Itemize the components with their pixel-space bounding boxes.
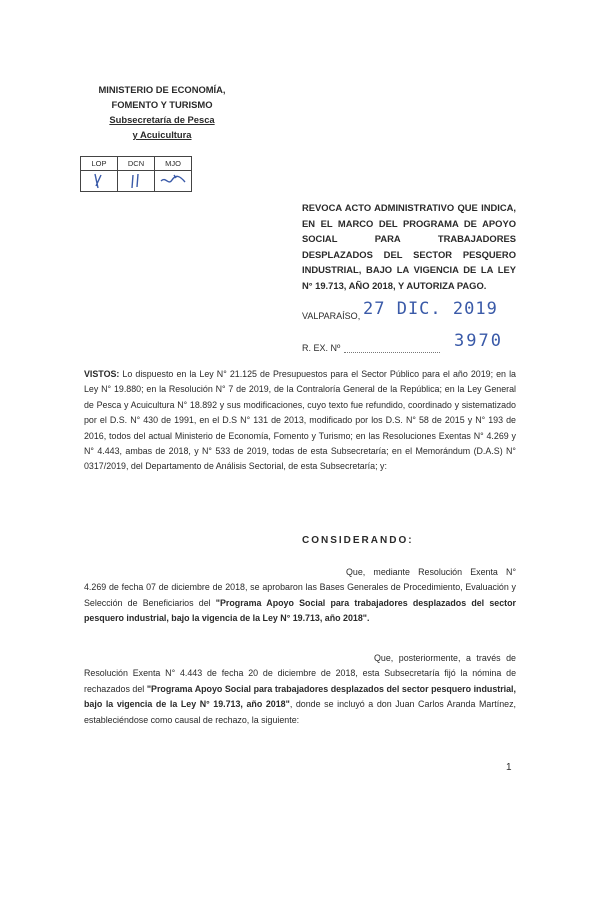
paragraph-1-program-name: "Programa Apoyo Social para trabajadores desplazados del sector pesquero industrial, bajo la vigencia de la Ley N° 19.713, año 2018". bbox=[84, 597, 516, 624]
vistos-label: VISTOS: bbox=[84, 369, 120, 379]
place-label: VALPARAÍSO, bbox=[302, 311, 361, 321]
ministry-header bbox=[92, 82, 232, 142]
signature-mark-3 bbox=[155, 171, 192, 192]
page-number: 1 bbox=[506, 762, 512, 773]
header-subsecretaria: Subsecretaría de Pesca bbox=[109, 114, 215, 125]
header-acuicultura: y Acuicultura bbox=[132, 129, 192, 140]
date-stamp: 27 DIC. 2019 bbox=[363, 299, 498, 319]
resolution-number-label: R. EX. Nº bbox=[302, 343, 341, 353]
header-ministry-sub: FOMENTO Y TURISMO bbox=[111, 99, 213, 110]
signature-mark-1 bbox=[81, 171, 118, 192]
paragraph-2-program-name: "Programa Apoyo Social para trabajadores desplazados del sector pesquero industrial, bajo la vigencia de la Ley N° 19.713, año 2018" bbox=[84, 683, 516, 710]
considerando-heading: CONSIDERANDO: bbox=[302, 535, 414, 546]
paragraph-2-text: Que, posteriormente, a través de Resolución Exenta N° 4.443 de fecha 20 de diciembre de 2018, esta Subsecretaría fijó la nómina de rechazados del bbox=[84, 653, 516, 694]
initials-table bbox=[80, 156, 192, 192]
paragraph-2-tail: , donde se incluyó a don Juan Carlos Aranda Martínez, estableciéndose como causal de rechazo, la siguiente: bbox=[84, 699, 516, 725]
paragraph-1-text: Que, mediante Resolución Exenta N° 4.269 de fecha 07 de diciembre de 2018, se aprobaron las Bases Generales de Procedimiento, Evaluación y Selección de Beneficiarios del bbox=[84, 567, 516, 608]
header-ministry: MINISTERIO DE ECONOMÍA, bbox=[98, 84, 226, 95]
resolution-title: REVOCA ACTO ADMINISTRATIVO QUE INDICA, EN EL MARCO DEL PROGRAMA DE APOYO SOCIAL PARA TRABAJADORES DESPLAZADOS DEL SECTOR PESQUERO INDUSTRIAL, BAJO LA VIGENCIA DE LA LEY N° 19.713, AÑO 2018, Y AUTORIZA PAGO. bbox=[302, 202, 516, 291]
vistos-text: Lo dispuesto en la Ley N° 21.125 de Presupuestos para el Sector Público para el año 2019; en la Ley N° 19.880; en la Resolución N° 7 de 2019, de la Contraloría General de la República; en la Ley General de Pesca y Acuicultura N° 18.892 y sus modificaciones, cuyo texto fue refundido, coordinado y sistematizado por el D.S. N° 430 de 1991, en el D.S N° 131 de 2013, modificado por los D.S. N° 58 de 2015 y N° 193 de 2016, todos del actual Ministerio de Economía, Fomento y Turismo; en las Resoluciones Exentas N° 4.269 y N° 4.443, ambas de 2018, y N° 533 de 2019, todas de esta Subsecretaría; en el Memorándum (D.A.S) N° 0317/2019, del Departamento de Análisis Sectorial, de esta Subsecretaría; y: bbox=[84, 369, 516, 472]
initials-lop: LOP bbox=[81, 157, 118, 171]
initials-dcn: DCN bbox=[118, 157, 155, 171]
vistos-paragraph bbox=[84, 367, 516, 475]
signature-mark-2 bbox=[118, 171, 155, 192]
resolution-number-stamp: 3970 bbox=[454, 331, 503, 351]
initials-mjo: MJO bbox=[155, 157, 192, 171]
considerando-paragraph-1 bbox=[84, 565, 516, 627]
considerando-paragraph-2 bbox=[84, 651, 516, 728]
resolution-number-line bbox=[344, 352, 440, 353]
